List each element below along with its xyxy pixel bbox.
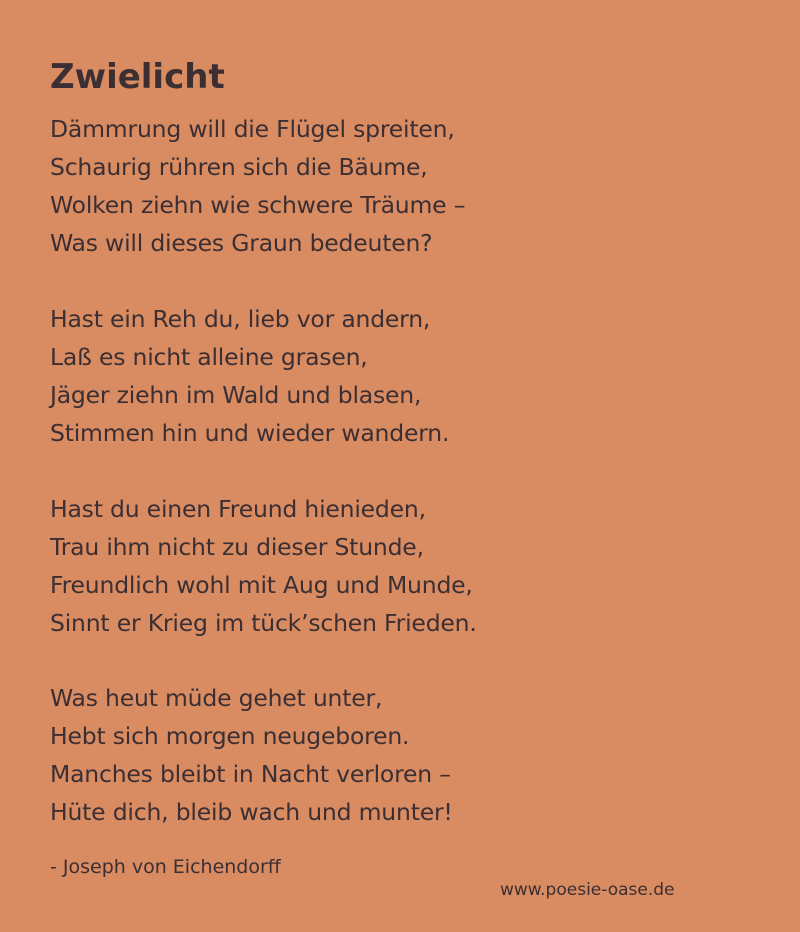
poem-line: Trau ihm nicht zu dieser Stunde, bbox=[50, 533, 424, 561]
poem-line: Schaurig rühren sich die Bäume, bbox=[50, 153, 428, 181]
poem-line: Laß es nicht alleine grasen, bbox=[50, 343, 368, 371]
stanza-2 bbox=[50, 300, 449, 452]
poem-line: Sinnt er Krieg im tück’schen Frieden. bbox=[50, 609, 477, 637]
poem-line: Hast ein Reh du, lieb vor andern, bbox=[50, 305, 431, 333]
poem-line: Stimmen hin und wieder wandern. bbox=[50, 419, 450, 447]
stanza-4 bbox=[50, 679, 453, 831]
poem-line: Hast du einen Freund hienieden, bbox=[50, 495, 426, 523]
poem-title: Zwielicht bbox=[50, 57, 225, 97]
poem-line: Manches bleibt in Nacht verloren – bbox=[50, 760, 451, 788]
poem-author: - Joseph von Eichendorff bbox=[50, 856, 281, 878]
stanza-3 bbox=[50, 490, 477, 642]
poem-line: Was heut müde gehet unter, bbox=[50, 684, 383, 712]
poem-line: Freundlich wohl mit Aug und Munde, bbox=[50, 571, 473, 599]
poem-line: Was will dieses Graun bedeuten? bbox=[50, 229, 433, 257]
poem-line: Dämmrung will die Flügel spreiten, bbox=[50, 115, 455, 143]
poem-line: Wolken ziehn wie schwere Träume – bbox=[50, 191, 466, 219]
poem-line: Jäger ziehn im Wald und blasen, bbox=[50, 381, 422, 409]
website-url: www.poesie-oase.de bbox=[500, 880, 675, 900]
poem-line: Hebt sich morgen neugeboren. bbox=[50, 722, 410, 750]
stanza-1 bbox=[50, 110, 465, 262]
poem-line: Hüte dich, bleib wach und munter! bbox=[50, 798, 453, 826]
